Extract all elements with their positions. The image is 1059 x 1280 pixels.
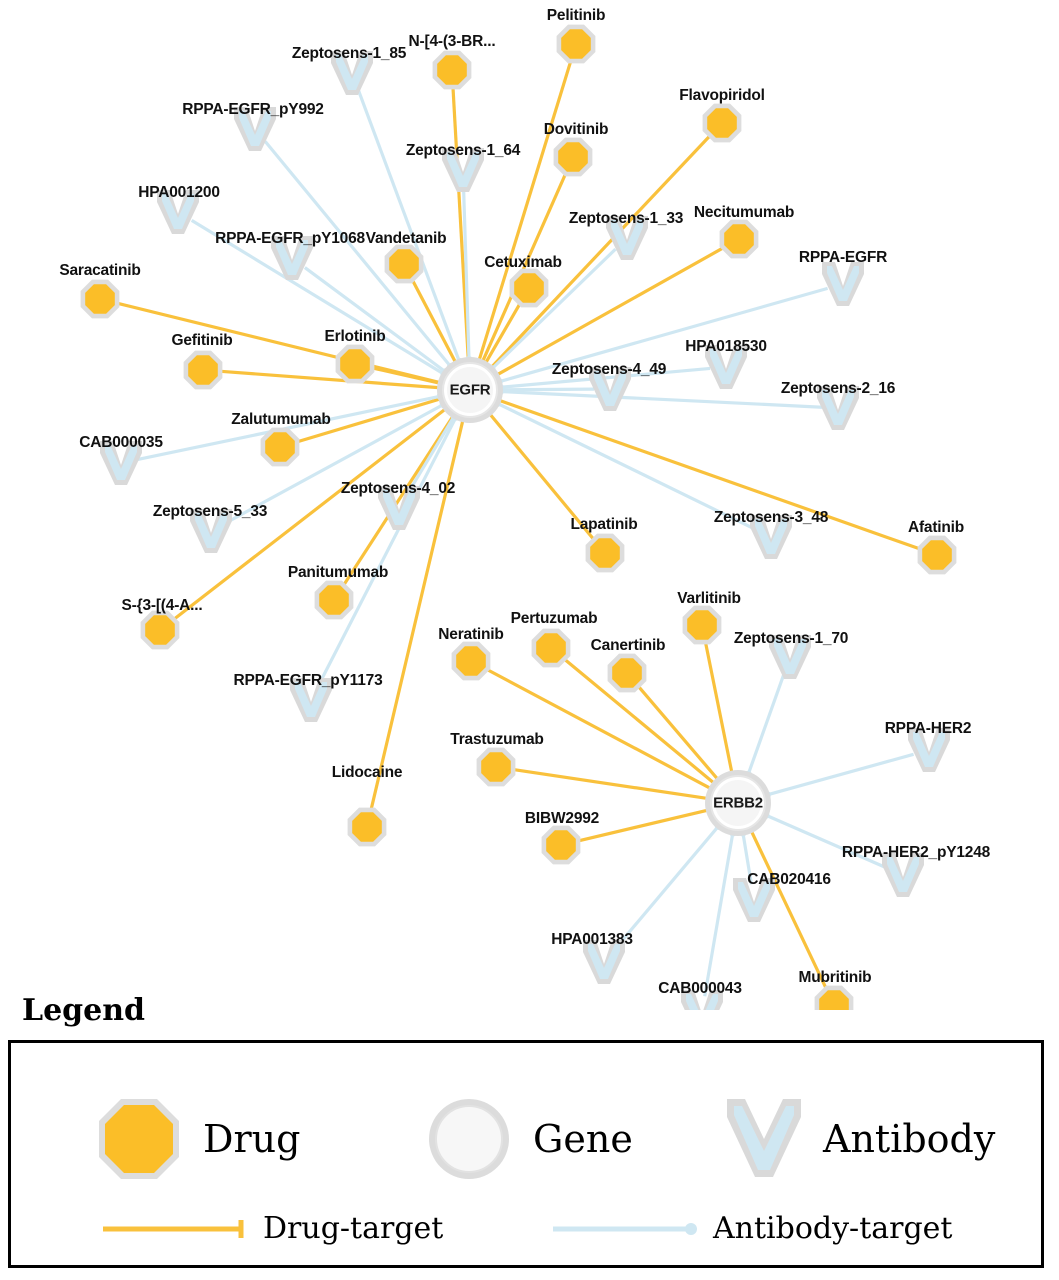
antibody-label: Zeptosens-1_64 <box>405 142 521 159</box>
drug-icon <box>91 1091 187 1187</box>
edge <box>512 769 709 798</box>
antibody-node[interactable] <box>887 857 919 892</box>
edge <box>637 685 718 780</box>
gene-icon <box>421 1091 517 1187</box>
edge <box>500 391 822 407</box>
drug-node[interactable] <box>145 615 175 645</box>
drug-label: N-[4-(3-BR... <box>408 33 496 50</box>
edge <box>705 641 732 774</box>
legend-item-drug <box>91 1091 300 1187</box>
antibody-label: Zeptosens-3_48 <box>713 509 829 526</box>
antibody-label: CAB000043 <box>658 980 742 997</box>
drug-label: S-{3-[(4-A... <box>121 597 203 614</box>
drug-label: BIBW2992 <box>524 810 600 827</box>
gene-label: EGFR <box>449 381 491 399</box>
antibody-label: Zeptosens-1_33 <box>568 210 684 227</box>
drug-node[interactable] <box>707 108 737 138</box>
antibody-label: Zeptosens-2_16 <box>780 380 896 397</box>
antibody-label: RPPA-HER2_pY1248 <box>841 844 991 861</box>
drug-node[interactable] <box>561 29 591 59</box>
edge <box>498 400 922 550</box>
edge <box>748 672 785 775</box>
drug-label: Pertuzumab <box>510 610 598 627</box>
drug-label: Gefitinib <box>171 332 233 349</box>
gene-label: ERBB2 <box>713 794 763 812</box>
drug-label: Flavopiridol <box>679 87 765 104</box>
legend-drug-label: Drug <box>203 1117 301 1161</box>
edge-layer <box>116 59 922 996</box>
edge <box>479 59 572 361</box>
drug-label: Trastuzumab <box>450 731 544 748</box>
antibody-label: RPPA-EGFR_pY1173 <box>233 672 383 689</box>
legend-item-antibody <box>721 1091 995 1187</box>
drug-node[interactable] <box>514 273 544 303</box>
antibody-label: RPPA-HER2 <box>884 720 972 737</box>
drug-label: Pelitinib <box>546 7 606 24</box>
drug-node[interactable] <box>352 812 382 842</box>
antibody-icon <box>721 1091 807 1187</box>
drug-label: Neratinib <box>438 626 504 643</box>
legend-antibody-target-label: Antibody-target <box>713 1211 953 1246</box>
legend-gene-label: Gene <box>533 1117 633 1161</box>
antibody-label: Zeptosens-4_49 <box>551 361 667 378</box>
drug-node[interactable] <box>340 349 370 379</box>
drug-label: Canertinib <box>590 637 666 654</box>
edge <box>500 389 594 390</box>
drug-label: Saracatinib <box>59 262 141 279</box>
drug-label: Vandetanib <box>365 230 447 247</box>
edge <box>340 415 456 586</box>
drug-label: Afatinib <box>907 519 965 536</box>
edge <box>358 88 460 362</box>
drug-label: Dovitinib <box>543 121 609 138</box>
drug-node[interactable] <box>319 585 349 615</box>
drug-node[interactable] <box>687 610 717 640</box>
drug-node[interactable] <box>85 284 115 314</box>
drug-label: Varlitinib <box>677 590 741 607</box>
drug-label: Erlotinib <box>324 328 386 345</box>
legend-drug-target-label: Drug-target <box>263 1211 444 1246</box>
drug-node[interactable] <box>922 540 952 570</box>
edge <box>705 833 733 997</box>
antibody-label: HPA018530 <box>685 338 767 355</box>
antibody-label: RPPA-EGFR_pY992 <box>182 101 324 118</box>
edge <box>491 135 711 369</box>
antibody-label: CAB020416 <box>747 871 831 888</box>
drug-node[interactable] <box>188 355 218 385</box>
antibody-label: CAB000035 <box>79 434 163 451</box>
drug-node[interactable] <box>389 249 419 279</box>
edge <box>318 417 456 686</box>
drug-node[interactable] <box>437 55 467 85</box>
legend-box <box>8 1040 1044 1268</box>
drug-node[interactable] <box>481 752 511 782</box>
legend-antibody-label: Antibody <box>823 1117 996 1161</box>
antibody-label: Zeptosens-1_70 <box>733 630 849 647</box>
antibody-label: RPPA-EGFR <box>798 249 888 266</box>
drug-target-edge-icon <box>101 1217 251 1241</box>
edge <box>305 268 446 373</box>
drug-node[interactable] <box>724 224 754 254</box>
antibody-label: RPPA-EGFR_pY1068 <box>215 230 365 247</box>
antibody-label: Zeptosens-5_33 <box>152 503 268 520</box>
antibody-label: HPA001383 <box>551 931 633 948</box>
drug-label: Lidocaine <box>331 764 403 781</box>
antibody-node[interactable] <box>588 944 620 979</box>
antibody-node[interactable] <box>827 266 859 301</box>
edge <box>767 754 914 795</box>
drug-label: Lapatinib <box>570 516 638 533</box>
drug-label: Mubritinib <box>798 969 872 986</box>
antibody-label: Zeptosens-1_85 <box>291 45 407 62</box>
drug-node[interactable] <box>265 432 295 462</box>
legend-item-gene <box>421 1091 633 1187</box>
drug-node[interactable] <box>558 142 588 172</box>
drug-node[interactable] <box>590 538 620 568</box>
drug-label: Zalutumumab <box>231 411 331 428</box>
drug-label: Necitumumab <box>693 204 795 221</box>
legend-title: Legend <box>22 993 146 1028</box>
drug-node[interactable] <box>536 633 566 663</box>
legend-item-antibody-target <box>551 1211 953 1246</box>
antibody-label: Zeptosens-4_02 <box>340 480 456 497</box>
antibody-label: HPA001200 <box>138 184 220 201</box>
drug-label: Cetuximab <box>484 254 562 271</box>
antibody-target-edge-icon <box>551 1217 701 1241</box>
drug-node[interactable] <box>456 646 486 676</box>
drug-label: Panitumumab <box>287 564 389 581</box>
edge <box>371 368 441 384</box>
drug-node[interactable] <box>612 658 642 688</box>
legend-item-drug-target <box>101 1211 443 1246</box>
drug-node[interactable] <box>546 830 576 860</box>
